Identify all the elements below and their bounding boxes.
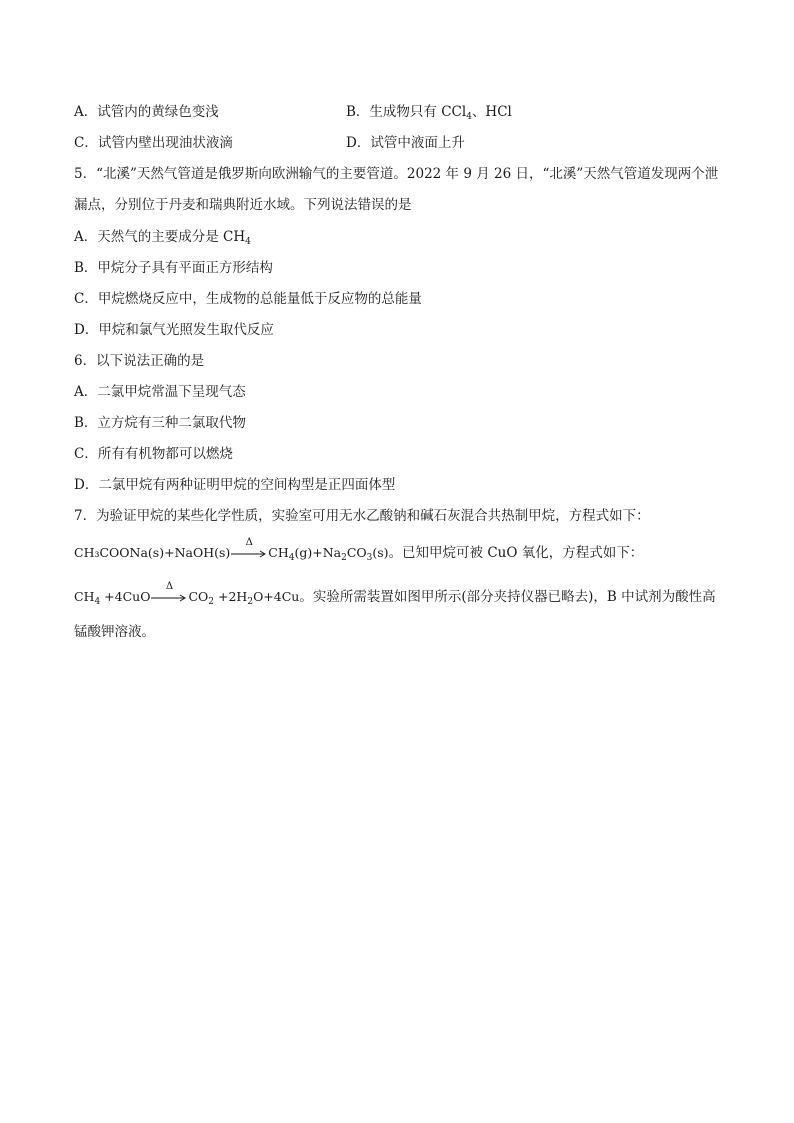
q5-option-a-text: A．天然气的主要成分是 CH [74,229,246,245]
q4-option-d-text: D．试管中液面上升 [346,135,465,151]
q4-option-c [74,137,233,151]
subscript: 4 [466,112,472,122]
eq2-tail-text: 。实验所需装置如图甲所示(部分夹持仪器已略去)，B 中试剂为酸性高 [299,589,716,605]
q4-option-b-text: B．生成物只有 CCl [346,104,467,120]
q5-stem-line1: 5．“北溪”天然气管道是俄罗斯向欧洲输气的主要管道。2022 年 9 月 26 日，“北溪”天然气管道发现两个泄 [74,166,719,182]
formula-part: CH [268,545,289,560]
eq1-reactants: CH₃COONa(s)+NaOH(s) [74,545,231,560]
subscript: 3 [366,553,373,563]
q6-option-b: B．立方烷有三种二氯取代物 [74,415,246,431]
heat-symbol: Δ [165,581,174,592]
q7-last-line: 锰酸钾溶液。 [74,624,155,640]
formula-part: +4CuO [100,589,151,604]
subscript: 4 [245,237,251,247]
q6-option-c: C．所有有机物都可以燃烧 [74,446,233,462]
subscript: 4 [94,597,101,607]
q5-option-a [74,231,251,245]
formula-part: +2H [214,589,248,604]
formula-part: CO [188,589,209,604]
eq1-tail-text: 。已知甲烷可被 CuO 氧化，方程式如下： [388,545,644,561]
formula-part: O+4Cu [253,589,300,604]
q4-option-a [74,106,219,120]
subscript: 2 [341,553,347,563]
arrow-icon [231,550,267,558]
subscript: 2 [247,597,254,607]
q4-option-b-suffix: 、HCl [471,104,512,120]
q5-stem-line2: 漏点，分别位于丹麦和瑞典附近水域。下列说法错误的是 [74,197,412,213]
heat-symbol: Δ [245,537,253,548]
reaction-arrow [231,537,267,561]
eq1-product-ch4 [268,545,389,563]
eq2-products [188,589,300,607]
arrow-icon [151,594,187,602]
q7-equation-2 [74,581,716,607]
q4-option-d [346,137,465,151]
eq2-reactants [74,589,151,607]
formula-part: CO [346,545,367,560]
q5-option-c: C．甲烷燃烧反应中，生成物的总能量低于反应物的总能量 [74,291,422,307]
q7-stem: 7．为验证甲烷的某些化学性质，实验室可用无水乙酸钠和碱石灰混合共热制甲烷，方程式如下： [74,508,650,524]
q6-stem: 6．以下说法正确的是 [74,353,205,369]
q4-option-a-text: A．试管内的黄绿色变浅 [74,104,219,120]
formula-part: (s) [372,545,389,560]
subscript: 4 [288,553,295,563]
subscript: 2 [208,597,215,607]
reaction-arrow [151,581,187,605]
q6-option-a: A．二氯甲烷常温下呈现气态 [74,384,246,400]
q4-option-b [346,106,512,120]
q4-option-c-text: C．试管内壁出现油状液滴 [74,135,233,151]
q7-equation-1 [74,537,644,563]
q5-option-b: B．甲烷分子具有平面正方形结构 [74,260,273,276]
formula-part: (g)+Na [294,545,342,560]
formula-part: CH [74,589,95,604]
q5-option-d: D．甲烷和氯气光照发生取代反应 [74,322,274,338]
q6-option-d: D．二氯甲烷有两种证明甲烷的空间构型是正四面体型 [74,477,396,493]
